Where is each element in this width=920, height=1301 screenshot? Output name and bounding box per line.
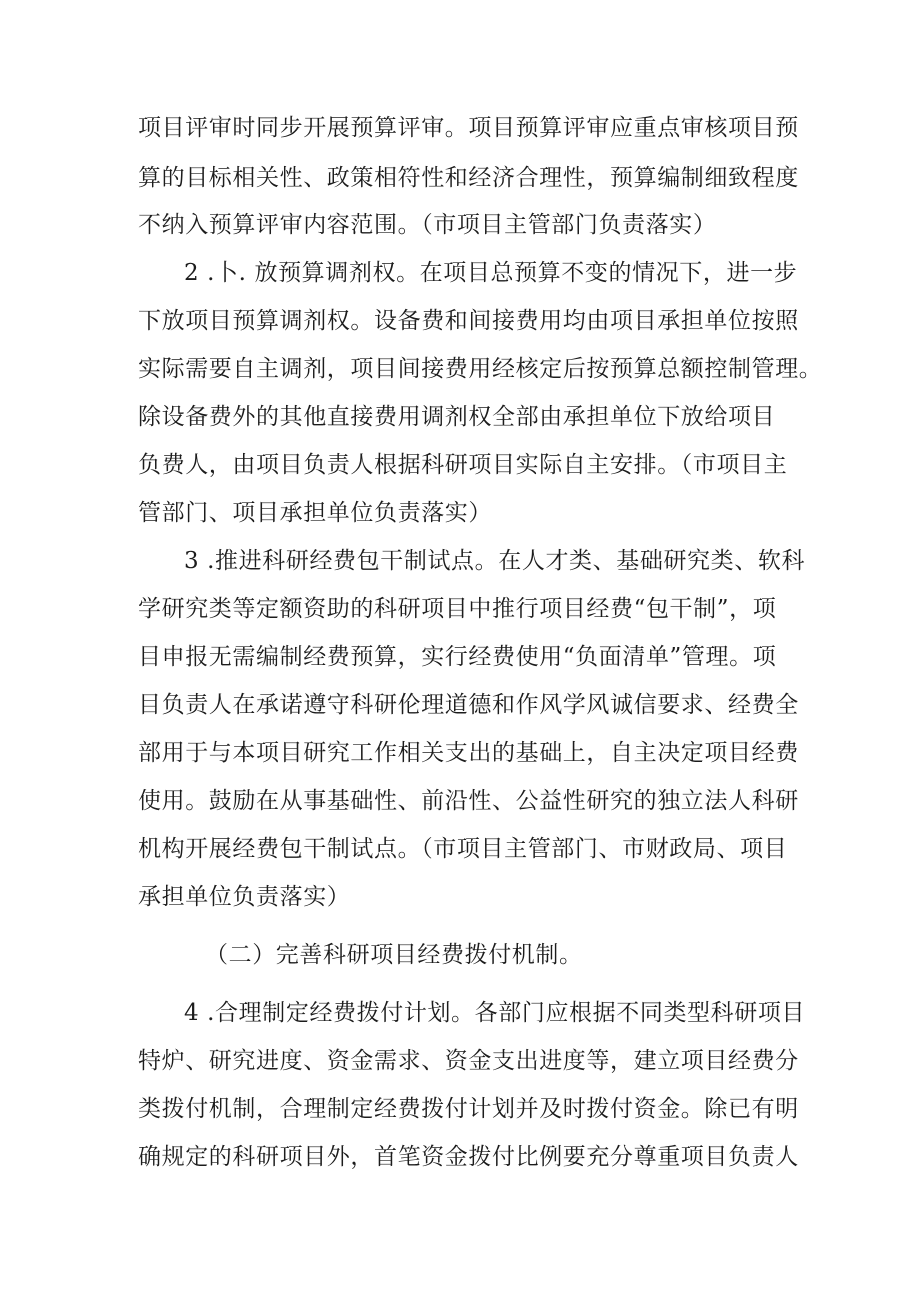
text-line: 不纳入预算评审内容范围。（市项目主管部门负责落实）	[138, 212, 717, 238]
text-line: 特炉、研究进度、资金需求、资金支出进度等，建立项目经费分	[138, 1048, 799, 1074]
text-line: 算的目标相关性、政策相符性和经济合理性，预算编制细致程度	[138, 165, 799, 191]
text-line: 除设备费外的其他直接费用调剂权全部由承担单位下放给项目	[138, 404, 776, 430]
text-line: 学研究类等定额资助的科研项目中推行项目经费“包干制”，项	[138, 596, 777, 622]
text-line: 2 .卜. 放预算调剂权。在项目总预算不变的情况下，进一步	[184, 260, 798, 286]
text-line: 负费人，由项目负责人根据科研项目实际自主安排。（市项目主	[138, 452, 788, 478]
text-line: 承担单位负责落实）	[138, 884, 351, 910]
text-line: 4 .合理制定经费拨付计划。各部门应根据不同类型科研项目	[184, 1000, 806, 1026]
text-line: 部用于与本项目研究工作相关支出的基础上，自主决定项目经费	[138, 740, 799, 766]
text-line: 项目评审时同步开展预算评审。项目预算评审应重点审核项目预	[138, 115, 799, 141]
text-line: 机构开展经费包干制试点。（市项目主管部门、市财政局、项目	[138, 836, 788, 862]
text-line: 管部门、项目承担单位负责落实）	[138, 500, 492, 526]
text-line: 确规定的科研项目外，首笔资金拨付比例要充分尊重项目负责人	[138, 1144, 799, 1170]
text-line: 类拨付机制，合理制定经费拨付计划并及时拨付资金。除已有明	[138, 1096, 799, 1122]
text-line: 实际需要自主调剂，项目间接费用经核定后按预算总额控制管理。	[138, 356, 823, 382]
text-line: 3 .推进科研经费包干制试点。在人才类、基础研究类、软科	[184, 548, 806, 574]
text-line: 下放项目预算调剂权。设备费和间接费用均由项目承担单位按照	[138, 308, 799, 334]
text-line: 使用。鼓励在从事基础性、前沿性、公益性研究的独立法人科研	[138, 788, 799, 814]
text-line: 目申报无需编制经费预算，实行经费使用“负面清单”管理。项	[138, 644, 777, 670]
section-heading: （二）完善科研项目经费拨付机制。	[205, 942, 583, 968]
text-line: 目负责人在承诺遵守科研伦理道德和作风学风诚信要求、经费全	[138, 692, 799, 718]
